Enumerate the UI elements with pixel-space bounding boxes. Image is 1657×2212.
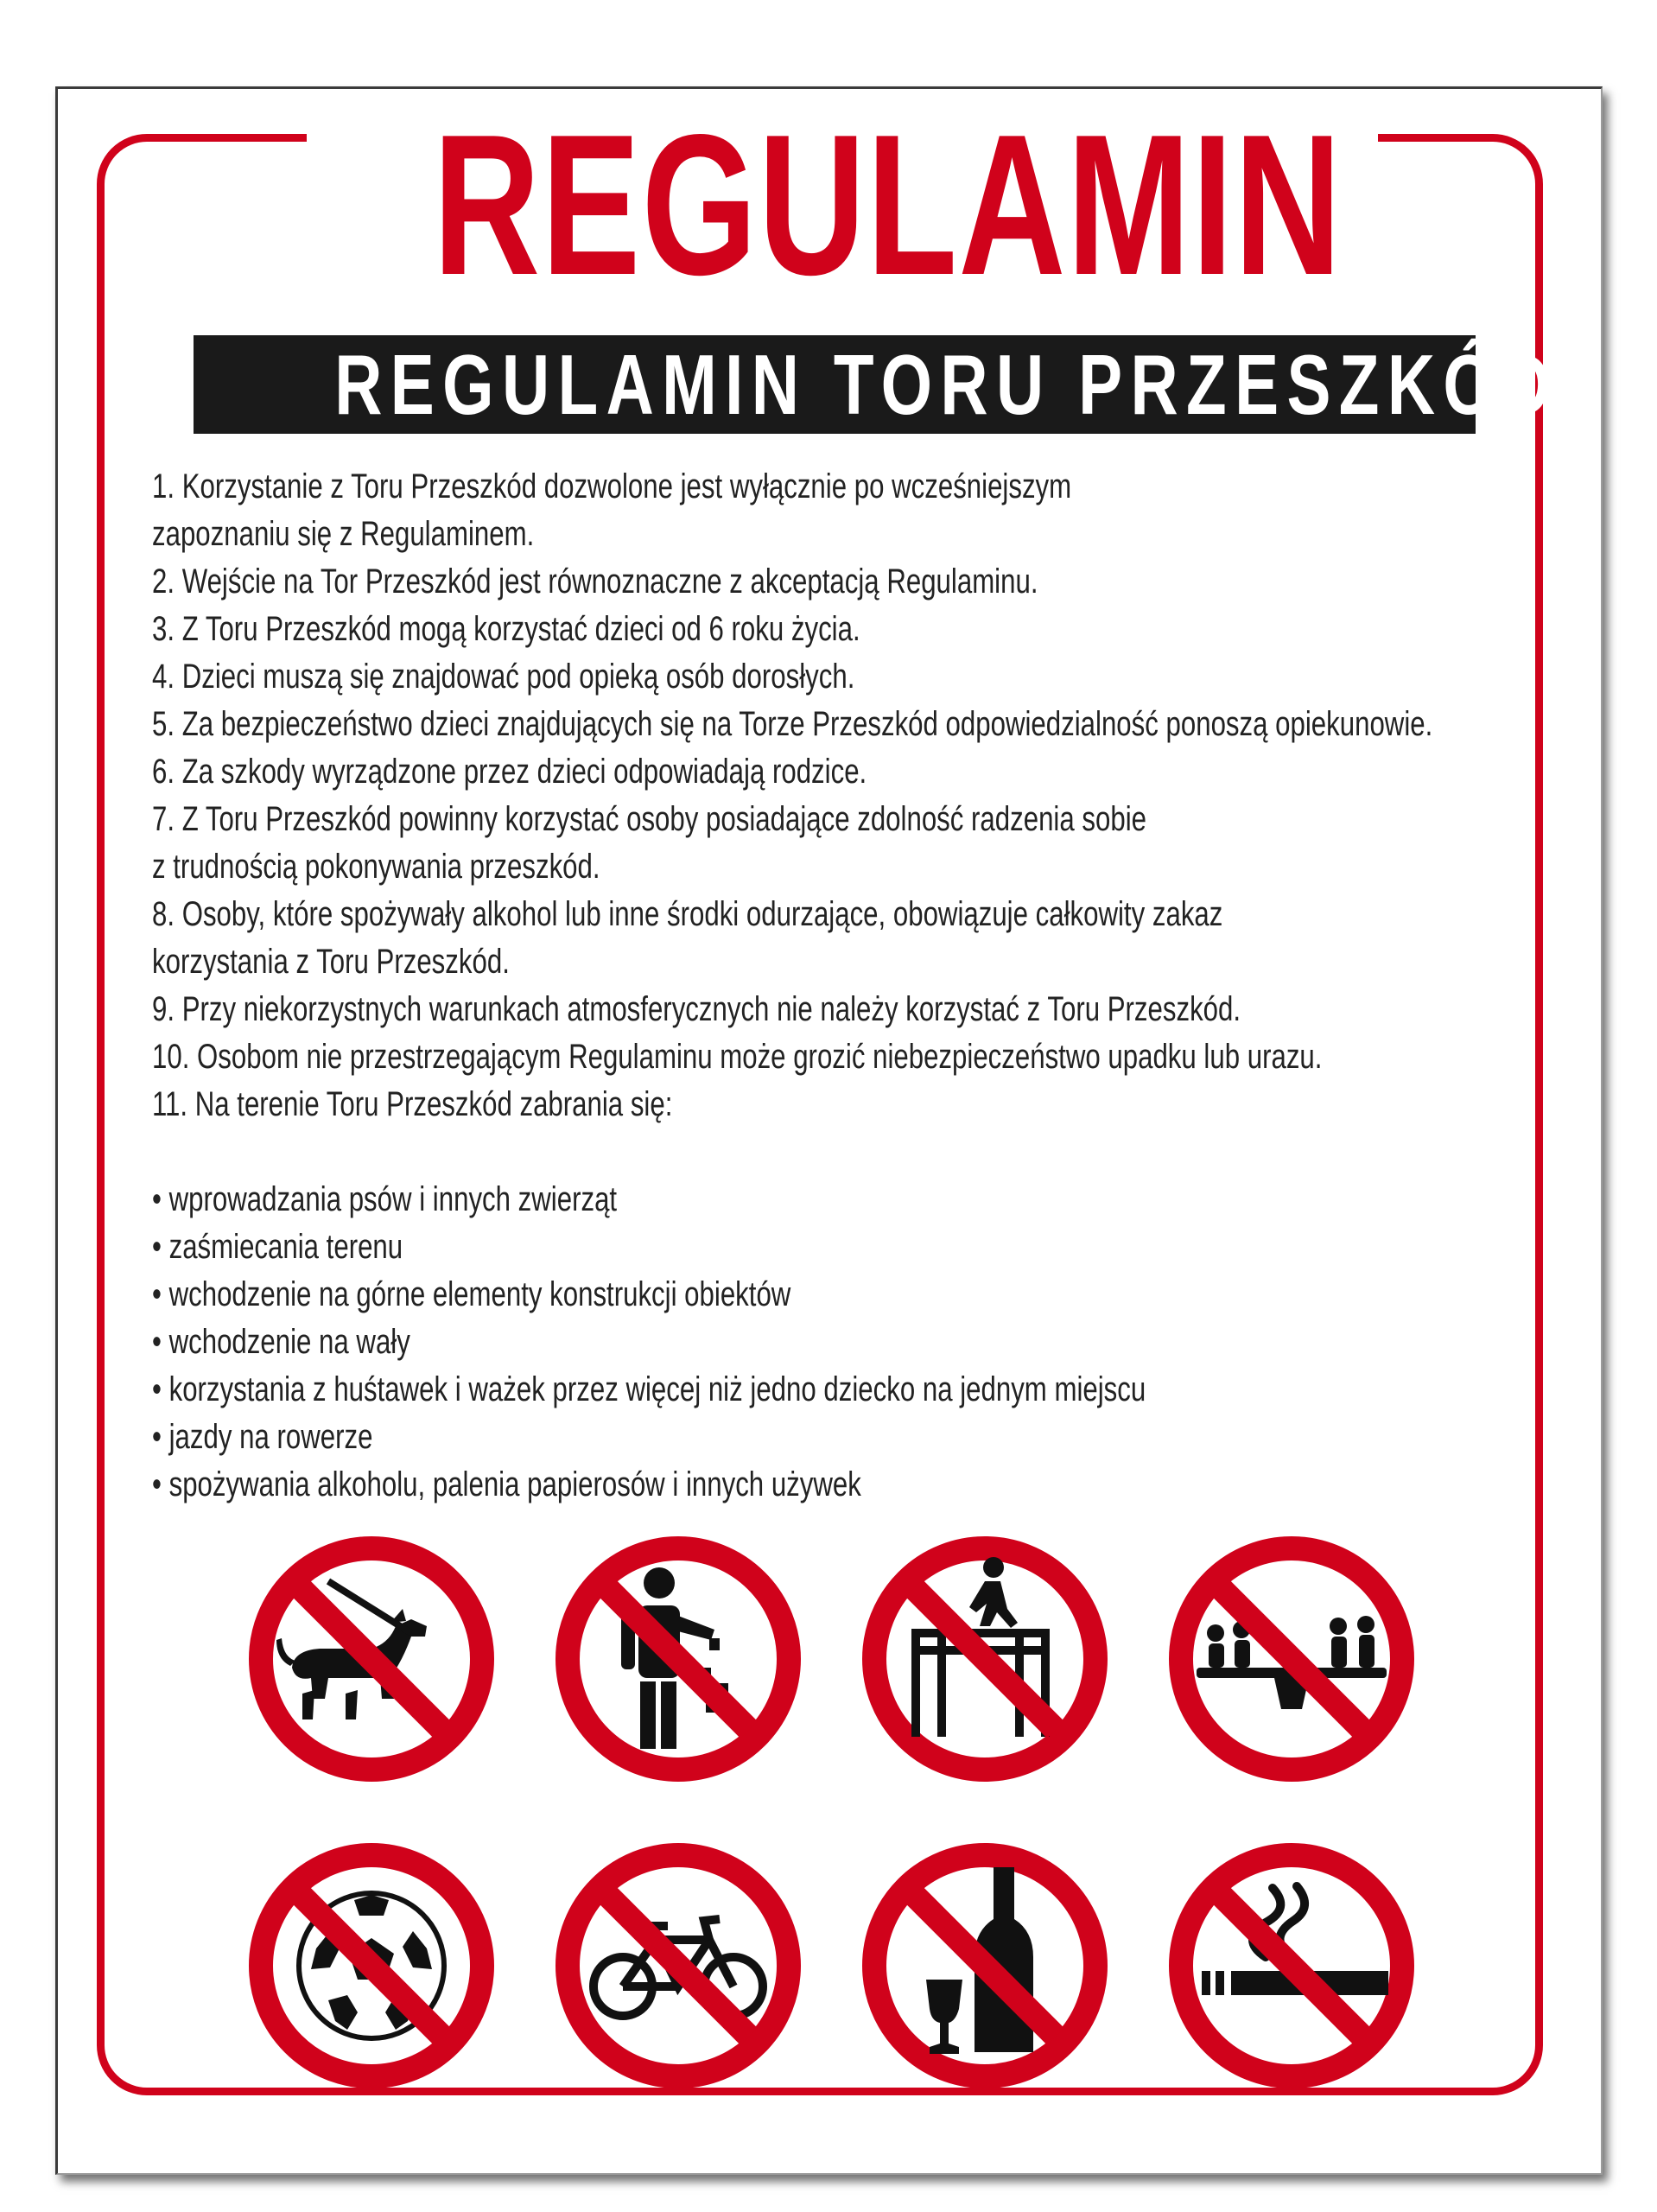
rule-line: korzystania z Toru Przeszkód.: [152, 943, 510, 981]
no-smoking-icon: [1162, 1836, 1421, 2095]
prohibition-item: • jazdy na rowerze: [152, 1418, 373, 1456]
no-dogs-icon: [242, 1529, 501, 1789]
subtitle: REGULAMIN TORU PRZESZKÓD: [334, 337, 1559, 432]
page-title: REGULAMIN: [433, 93, 1343, 317]
prohibition-item: • korzystania z huśtawek i ważek przez więcej niż jedno dziecko na jednym miejscu: [152, 1370, 1146, 1408]
rule-line: 2. Wejście na Tor Przeszkód jest równoznaczne z akceptacją Regulaminu.: [152, 563, 1038, 601]
rules-list: [152, 463, 1500, 1509]
no-seesaw-crowding-icon: [1162, 1529, 1421, 1789]
rule-line: 5. Za bezpieczeństwo dzieci znajdujących się na Torze Przeszkód odpowiedzialność ponoszą opiekunowie.: [152, 705, 1433, 743]
rule-line: z trudnością pokonywania przeszkód.: [152, 848, 600, 886]
prohibition-item: • zaśmiecania terenu: [152, 1228, 403, 1266]
no-ball-games-icon: [242, 1836, 501, 2095]
rule-line: 8. Osoby, które spożywały alkohol lub inne środki odurzające, obowiązuje całkowity zakaz: [152, 895, 1223, 933]
no-alcohol-icon: [855, 1836, 1114, 2095]
rule-line: 9. Przy niekorzystnych warunkach atmosferycznych nie należy korzystać z Toru Przeszkód.: [152, 990, 1241, 1028]
rule-line: 4. Dzieci muszą się znajdować pod opieką osób dorosłych.: [152, 658, 855, 696]
no-littering-icon: [549, 1529, 808, 1789]
rule-line: 3. Z Toru Przeszkód mogą korzystać dzieci od 6 roku życia.: [152, 610, 860, 648]
rule-line: 1. Korzystanie z Toru Przeszkód dozwolone jest wyłącznie po wcześniejszym: [152, 467, 1072, 505]
prohibition-item: • wprowadzania psów i innych zwierząt: [152, 1180, 618, 1218]
rules-spacer: [152, 1128, 1500, 1176]
no-bicycles-icon: [549, 1836, 808, 2095]
prohibition-item: • wchodzenie na wały: [152, 1323, 410, 1361]
rule-line: zapoznaniu się z Regulaminem.: [152, 515, 535, 553]
prohibition-item: • wchodzenie na górne elementy konstrukcji obiektów: [152, 1275, 791, 1313]
rule-line: 10. Osobom nie przestrzegającym Regulaminu może grozić niebezpieczeństwo upadku lub urazu.: [152, 1038, 1323, 1076]
rule-line: 7. Z Toru Przeszkód powinny korzystać osoby posiadające zdolność radzenia sobie: [152, 800, 1146, 838]
rule-line: 6. Za szkody wyrządzone przez dzieci odpowiadają rodzice.: [152, 753, 867, 791]
prohibition-item: • spożywania alkoholu, palenia papierosów i innych używek: [152, 1465, 861, 1503]
prohibition-icons: [242, 1529, 1451, 2134]
no-climbing-icon: [855, 1529, 1114, 1789]
rule-line: 11. Na terenie Toru Przeszkód zabrania się:: [152, 1085, 673, 1123]
